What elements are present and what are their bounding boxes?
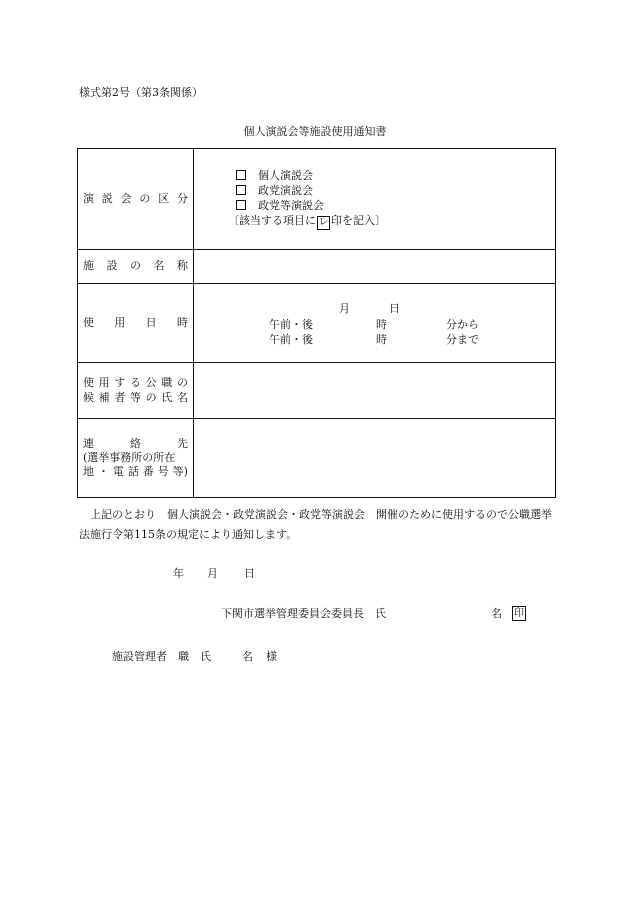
label-datetime: 使 用 日 時	[78, 284, 194, 363]
candidate-name-field[interactable]	[194, 363, 556, 419]
recipient-honorific: 様	[266, 650, 277, 663]
document-title: 個人演説会等施設使用通知書	[243, 125, 387, 138]
row-facility	[78, 250, 556, 284]
option-party-etc[interactable]: 政党等演説会	[194, 198, 555, 213]
label-contact-line2: (選挙事務所の所在	[83, 450, 176, 464]
check-instruction: 〔該当する項目に レ 印を記入〕	[228, 214, 386, 228]
option-party[interactable]: 政党演説会	[194, 183, 555, 198]
sender-name-char: 名	[491, 607, 502, 620]
day-char: 日	[244, 567, 255, 580]
facility-name-field[interactable]	[194, 250, 556, 284]
option-individual[interactable]: 個人演説会	[194, 168, 555, 183]
label-contact: 連 絡 先 (選挙事務所の所在 地 ・ 電 話 番 号 等)	[78, 419, 194, 498]
month-char: 月	[207, 567, 218, 580]
day-char: 日	[389, 302, 400, 315]
row-category	[78, 149, 556, 250]
end-hour: 時	[376, 333, 387, 346]
recipient-name-char: 名	[242, 650, 253, 663]
row-datetime	[78, 284, 556, 363]
checkbox-icon[interactable]	[236, 200, 246, 210]
check-mark-icon: レ	[318, 217, 329, 228]
seal-mark	[512, 606, 526, 621]
start-hour: 時	[376, 318, 387, 331]
start-minute: 分から	[446, 318, 479, 331]
form-number: 様式第2号（第3条関係）	[79, 86, 203, 99]
start-ampm: 午前・後	[269, 318, 313, 331]
seal-icon: 印	[514, 608, 524, 619]
checkbox-icon[interactable]	[236, 185, 246, 195]
end-minute: 分まで	[446, 333, 479, 346]
sender-title: 下関市選挙管理委員会委員長 氏	[221, 607, 386, 620]
row-contact	[78, 419, 556, 498]
month-char: 月	[339, 302, 350, 315]
label-category	[78, 149, 194, 250]
row-candidate	[78, 363, 556, 419]
label-category-line: 演 説 会 の 区 分	[83, 191, 188, 205]
datetime-field[interactable]	[194, 284, 556, 363]
recipient-title: 施設管理者 職 氏	[112, 650, 211, 663]
end-ampm: 午前・後	[269, 333, 313, 346]
label-candidate: 使 用 す る 公 職 の 候 補 者 等 の 氏 名	[78, 363, 194, 419]
year-char: 年	[173, 567, 184, 580]
notice-form-table	[77, 148, 556, 498]
notice-body-text: 上記のとおり 個人演説会・政党演説会・政党等演説会 開催のために使用するので公職選挙法施行令第115条の規定により通知します。	[79, 508, 552, 541]
label-facility: 施 設 の 名 称	[78, 250, 194, 284]
value-category	[194, 149, 556, 250]
checkbox-icon[interactable]	[236, 170, 246, 180]
contact-field[interactable]	[194, 419, 556, 498]
